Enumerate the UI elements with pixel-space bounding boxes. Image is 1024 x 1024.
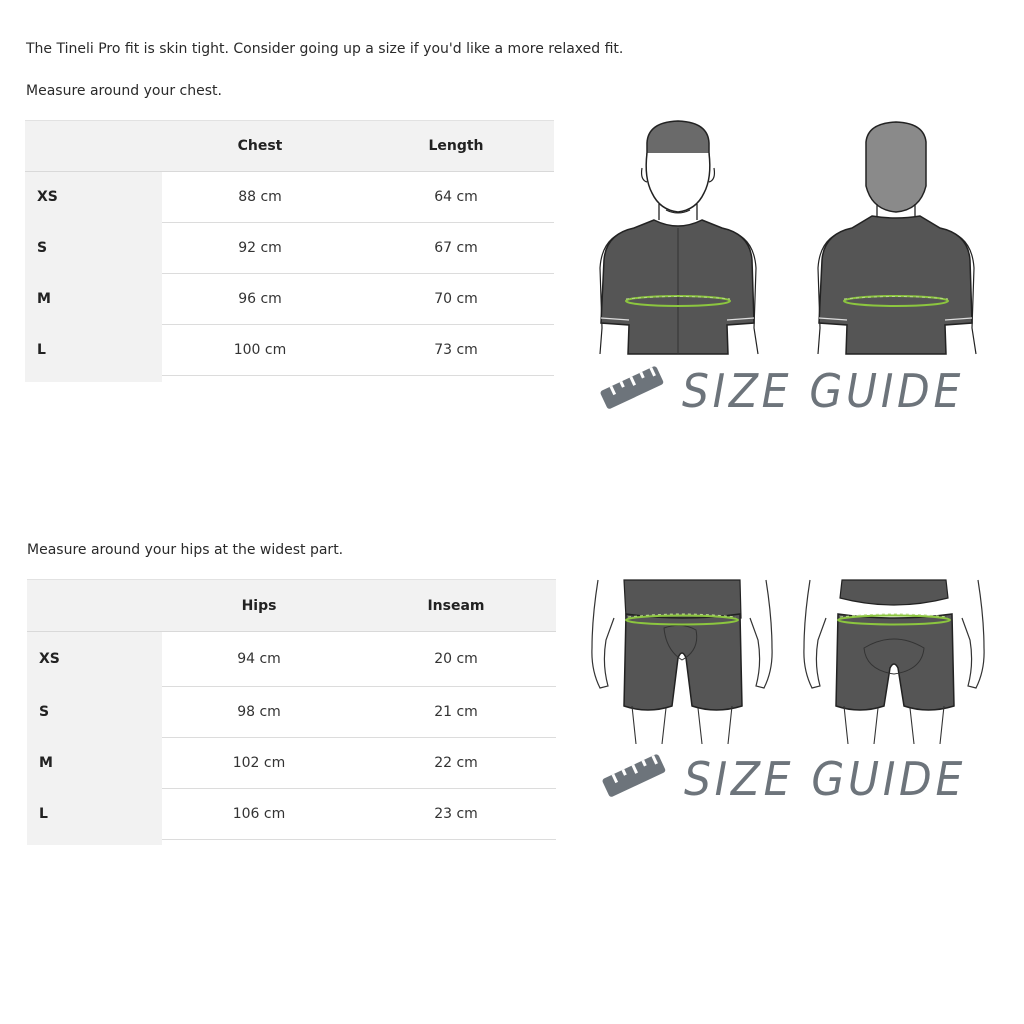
header-chest: Chest — [162, 121, 358, 172]
length-value: 73 cm — [358, 325, 554, 376]
shorts-back-figure — [804, 580, 984, 744]
size-label: L — [25, 325, 162, 376]
table-row — [27, 738, 556, 789]
ruler-icon — [602, 753, 667, 797]
jersey-size-table — [25, 120, 554, 376]
hips-instruction: Measure around your hips at the widest part. — [27, 542, 344, 558]
size-guide-text: SIZE GUIDE — [684, 752, 966, 806]
inseam-value: 20 cm — [356, 632, 556, 687]
size-label: M — [27, 738, 162, 789]
length-value: 67 cm — [358, 223, 554, 274]
ruler-icon — [600, 365, 665, 409]
inseam-value: 21 cm — [356, 687, 556, 738]
fit-note: The Tineli Pro fit is skin tight. Consider going up a size if you'd like a more relaxed fit. — [26, 41, 624, 57]
chest-value: 92 cm — [162, 223, 358, 274]
size-label: M — [25, 274, 162, 325]
chest-value: 100 cm — [162, 325, 358, 376]
inseam-value: 22 cm — [356, 738, 556, 789]
table-header-row — [27, 580, 556, 632]
size-label: XS — [25, 172, 162, 223]
hips-value: 106 cm — [162, 789, 356, 840]
table-row — [25, 325, 554, 376]
size-guide-text: SIZE GUIDE — [682, 364, 964, 418]
table-row — [27, 789, 556, 840]
hips-value: 98 cm — [162, 687, 356, 738]
hips-value: 94 cm — [162, 632, 356, 687]
chest-value: 88 cm — [162, 172, 358, 223]
table-header-row — [25, 121, 554, 172]
inseam-value: 23 cm — [356, 789, 556, 840]
table-row — [25, 172, 554, 223]
hips-value: 102 cm — [162, 738, 356, 789]
chest-instruction: Measure around your chest. — [26, 83, 222, 99]
table-row — [27, 632, 556, 687]
header-corner — [27, 580, 162, 632]
size-label: L — [27, 789, 162, 840]
shorts-size-table — [27, 579, 556, 840]
length-value: 64 cm — [358, 172, 554, 223]
table-stub — [25, 376, 162, 382]
jersey-back-figure — [818, 122, 976, 354]
size-label: S — [25, 223, 162, 274]
size-label: XS — [27, 632, 162, 687]
shorts-illustration — [586, 578, 996, 748]
length-value: 70 cm — [358, 274, 554, 325]
header-hips: Hips — [162, 580, 356, 632]
header-inseam: Inseam — [356, 580, 556, 632]
shorts-size-guide — [598, 748, 998, 808]
jersey-front-figure — [600, 121, 758, 354]
header-length: Length — [358, 121, 554, 172]
shorts-front-figure — [592, 580, 772, 744]
chest-value: 96 cm — [162, 274, 358, 325]
table-stub — [27, 839, 162, 845]
table-row — [27, 687, 556, 738]
table-row — [25, 223, 554, 274]
jersey-size-guide — [596, 360, 996, 420]
size-label: S — [27, 687, 162, 738]
jersey-illustration — [590, 118, 990, 358]
header-corner — [25, 121, 162, 172]
table-row — [25, 274, 554, 325]
